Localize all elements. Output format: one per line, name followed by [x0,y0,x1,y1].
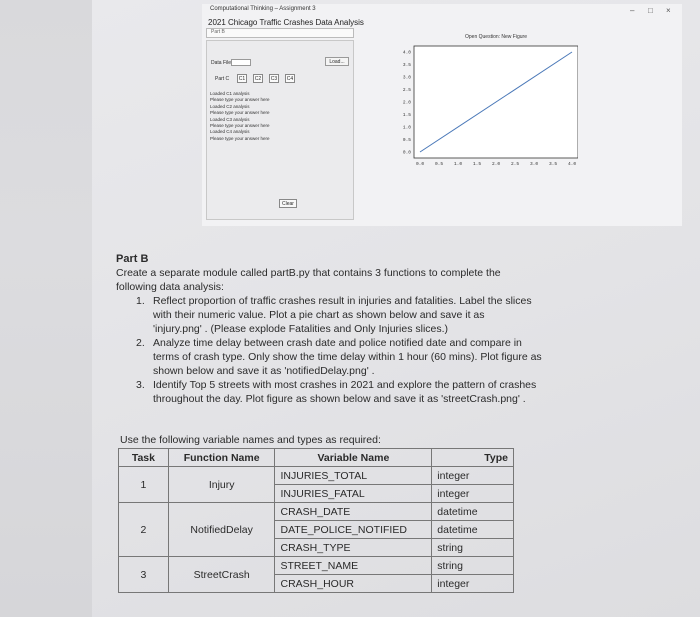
variables-table [118,448,514,593]
table-row [119,557,514,575]
y-tick-label: 1.5 [402,113,411,118]
variable-cell: INJURIES_TOTAL [275,467,432,485]
y-tick-label: 3.5 [402,63,411,68]
output-text-area[interactable] [210,91,350,142]
data-file-input[interactable] [231,59,251,66]
type-cell: datetime [432,521,514,539]
output-line: Please type your answer here [210,123,270,129]
part-b-title: Part B [116,253,149,265]
type-cell: string [432,557,514,575]
x-tick-label: 4.0 [567,162,577,167]
part-b-intro: Create a separate module called partB.py that contains 3 functions to complete the [116,267,501,279]
table-header-row [119,449,514,467]
part-b-intro: following data analysis: [116,281,224,293]
maximize-icon[interactable]: □ [648,6,653,15]
y-tick-label: 2.5 [402,88,411,93]
output-line: Loaded C2 analysis [210,103,250,109]
item-line: Identify Top 5 streets with most crashes in 2021 and explore the pattern of crashes [153,379,537,391]
y-tick-label: 2.0 [402,100,411,106]
task-item-3 [116,378,686,406]
app-title: 2021 Chicago Traffic Crashes Data Analysis [208,18,364,27]
task-item-2 [116,336,686,378]
table-caption: Use the following variable names and types as required: [120,434,381,446]
item-line: with their numeric value. Plot a pie chart as shown below and save it as [153,309,485,321]
data-file-label: Data File [211,60,232,66]
plot-title: Open Question: New Figure [465,34,527,40]
control-panel [206,40,354,220]
function-cell: Injury [168,467,275,503]
item-line: Reflect proportion of traffic crashes result in injuries and fatalities. Label the slices [153,295,532,307]
figure-plot [378,22,578,167]
checkbox-c2[interactable]: C2 [254,76,262,82]
document-page [92,0,700,617]
table-row [119,503,514,521]
item-line: Analyze time delay between crash date and police notified date and compare in [153,337,522,349]
task-item-1 [116,294,686,336]
item-line: throughout the day. Plot figure as shown below and save it as 'streetCrash.png' . [153,393,526,405]
variable-cell: CRASH_TYPE [275,539,432,557]
x-tick-label: 1.0 [453,162,463,167]
y-tick-label: 4.0 [402,50,411,56]
item-number: 1. [136,295,145,307]
y-tick-label: 0.0 [402,150,411,156]
output-line: Loaded C1 analysis [210,91,250,96]
x-tick-label: 2.5 [510,162,520,167]
task-cell: 1 [119,467,169,503]
task-list [116,294,686,406]
variable-cell: CRASH_HOUR [275,575,432,593]
part-b-section [116,252,686,406]
task-cell: 2 [119,503,169,557]
window-title: Computational Thinking – Assignment 3 [210,6,316,12]
close-icon[interactable]: × [666,6,671,15]
item-number: 2. [136,337,145,349]
load-button[interactable]: Load... [325,57,349,66]
variable-cell: CRASH_DATE [275,503,432,521]
function-cell: NotifiedDelay [168,503,275,557]
header-type: Type [432,449,514,467]
variable-cell: INJURIES_FATAL [275,485,432,503]
x-tick-label: 2.0 [491,162,501,167]
header-task: Task [119,449,169,467]
output-line: Loaded C4 analysis [210,129,250,135]
part-c-label: Part C [215,76,230,82]
item-line: 'injury.png' . (Please explode Fatalities and Only Injuries slices.) [153,323,449,335]
table-row [119,467,514,485]
type-cell: integer [432,467,514,485]
item-line: terms of crash type. Only show the time delay within 1 hour (60 mins). Plot figure as [153,351,542,363]
item-line: shown below and save it as 'notifiedDelay.png' . [153,365,375,377]
variable-cell: STREET_NAME [275,557,432,575]
x-tick-label: 1.5 [472,162,482,167]
type-cell: string [432,539,514,557]
variable-cell: DATE_POLICE_NOTIFIED [275,521,432,539]
clear-button[interactable]: Clear [279,199,297,208]
output-line: Loaded C3 analysis [210,116,250,122]
checkbox-c1[interactable]: C1 [238,76,246,82]
x-tick-label: 3.0 [529,162,539,167]
output-line: Please type your answer here [210,110,270,116]
output-line: Please type your answer here [210,135,270,141]
header-variable: Variable Name [275,449,432,467]
x-tick-label: 0.0 [415,162,425,167]
task-cell: 3 [119,557,169,593]
x-tick-label: 3.5 [548,162,558,167]
y-tick-label: 1.0 [402,125,411,131]
function-cell: StreetCrash [168,557,275,593]
tab-part-b[interactable]: Part B [206,28,354,38]
checkbox-c3[interactable]: C3 [270,76,278,82]
output-line: Please type your answer here [210,97,270,103]
y-tick-label: 3.0 [402,75,411,81]
y-tick-label: 0.5 [402,138,411,143]
x-tick-label: 0.5 [434,162,444,167]
type-cell: integer [432,485,514,503]
type-cell: integer [432,575,514,593]
gui-screenshot [202,4,682,226]
checkbox-c4[interactable]: C4 [286,76,294,82]
item-number: 3. [136,379,145,391]
minimize-icon[interactable]: – [630,6,635,15]
header-function: Function Name [168,449,275,467]
type-cell: datetime [432,503,514,521]
